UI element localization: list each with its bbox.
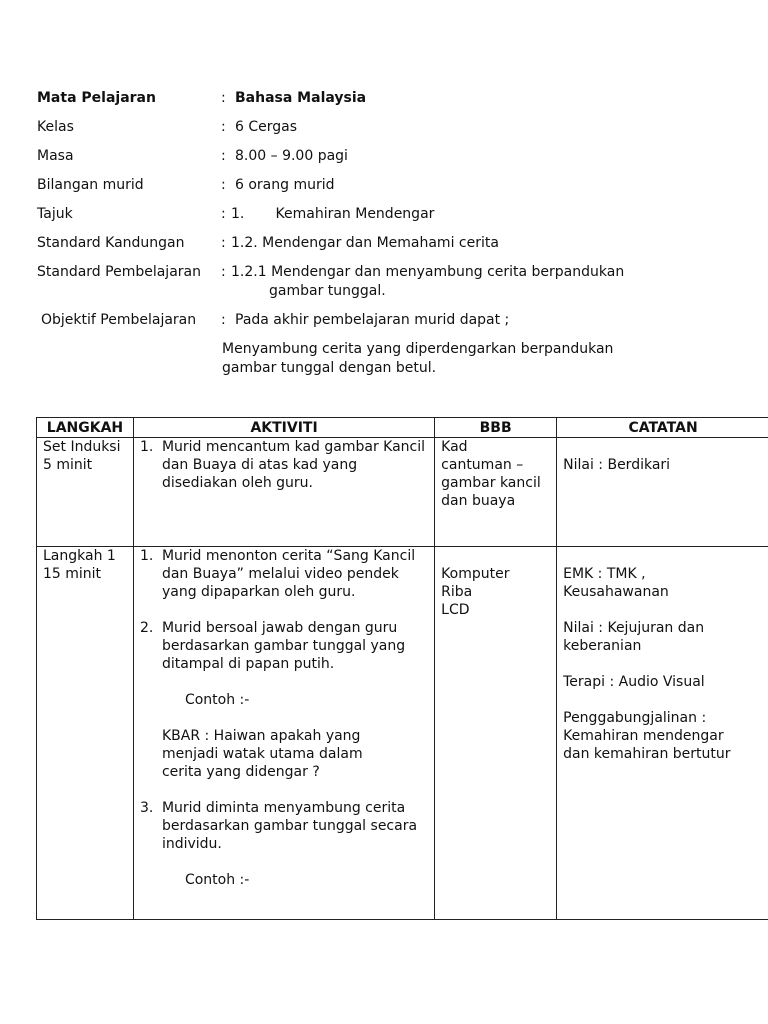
header-value: Bahasa Malaysia — [235, 90, 367, 106]
header-label: Mata Pelajaran — [37, 90, 156, 106]
notes-values: Nilai : Kejujuran dan keberanian — [563, 620, 705, 654]
objective-text: gambar tunggal dengan betul. — [222, 360, 437, 376]
notes-integration: Penggabungjalinan : Kemahiran mendengar dan kemahiran bertutur — [563, 710, 731, 762]
materials-item: Riba — [441, 584, 473, 600]
header-label: Bilangan murid — [37, 177, 144, 193]
header-label: Objektif Pembelajaran — [41, 312, 197, 328]
step-duration: 15 minit — [43, 566, 102, 582]
activity-item — [140, 799, 428, 853]
header-value: 6 Cergas — [235, 119, 298, 135]
notes-therapy: Terapi : Audio Visual — [563, 674, 705, 690]
col-header-langkah: LANGKAH — [37, 418, 134, 438]
cell-aktiviti — [133, 547, 434, 920]
example-label: Contoh :- — [184, 872, 250, 888]
activity-number: 2. — [139, 620, 154, 636]
cell-langkah — [37, 438, 134, 547]
header-value: 6 orang murid — [235, 177, 335, 193]
step-name: Langkah 1 — [43, 548, 116, 564]
activity-number: 1. — [139, 439, 154, 455]
cell-catatan — [557, 547, 768, 920]
header-value: Pada akhir pembelajaran murid dapat ; — [235, 312, 510, 328]
activity-text: Murid mencantum kad gambar Kancil dan Buaya di atas kad yang disediakan oleh guru. — [161, 439, 426, 491]
header-label: Standard Kandungan — [37, 235, 185, 251]
header-sep: : — [221, 148, 226, 164]
header-label: Tajuk — [37, 206, 73, 222]
cell-bbb — [435, 547, 557, 920]
notes-emk: EMK : TMK , Keusahawanan — [563, 566, 669, 600]
activity-number: 1. — [139, 548, 154, 564]
header-label: Kelas — [37, 119, 74, 135]
header-sep: : — [221, 264, 226, 280]
col-header-bbb: BBB — [435, 418, 557, 438]
activity-item — [140, 438, 428, 492]
notes-value: Nilai : Berdikari — [563, 457, 671, 473]
step-duration: 5 minit — [43, 457, 93, 473]
activity-text: Murid diminta menyambung cerita berdasarkan gambar tunggal secara individu. — [161, 800, 418, 852]
materials-item: LCD — [441, 602, 470, 618]
kbar-question: KBAR : Haiwan apakah yang menjadi watak utama dalam cerita yang didengar ? — [161, 728, 363, 780]
header-label: Standard Pembelajaran — [37, 264, 201, 280]
table-row — [37, 438, 768, 547]
cell-catatan — [557, 438, 768, 547]
materials-item: Komputer — [441, 566, 510, 582]
col-header-catatan: CATATAN — [557, 418, 768, 438]
example-label: Contoh :- — [184, 692, 250, 708]
activity-text: Murid bersoal jawab dengan guru berdasarkan gambar tunggal yang ditampal di papan putih. — [161, 620, 406, 672]
header-sep: : — [221, 177, 226, 193]
activity-number: 3. — [139, 800, 154, 816]
step-name: Set Induksi — [43, 439, 121, 455]
col-header-aktiviti: AKTIVITI — [133, 418, 434, 438]
header-sep: : — [221, 206, 226, 222]
materials-text: Kad cantuman – gambar kancil dan buaya — [441, 439, 541, 509]
header-sep: : — [221, 90, 226, 106]
header-value: 1.2.1 Mendengar dan menyambung cerita berpandukan — [231, 264, 625, 280]
header-sep: : — [221, 119, 226, 135]
header-value-continued: gambar tunggal. — [269, 283, 386, 299]
cell-langkah — [37, 547, 134, 920]
lesson-table — [36, 417, 768, 920]
activity-text: Murid menonton cerita “Sang Kancil dan Buaya” melalui video pendek yang dipaparkan oleh guru. — [161, 548, 416, 600]
header-label: Masa — [37, 148, 74, 164]
table-row — [37, 547, 768, 920]
cell-aktiviti — [133, 438, 434, 547]
activity-item — [140, 547, 428, 601]
table-header-row — [37, 418, 768, 438]
header-value: 8.00 – 9.00 pagi — [235, 148, 348, 164]
cell-bbb — [435, 438, 557, 547]
header-value: 1.2. Mendengar dan Memahami cerita — [231, 235, 499, 251]
header-value: 1. Kemahiran Mendengar — [231, 206, 435, 222]
objective-text: Menyambung cerita yang diperdengarkan berpandukan — [222, 341, 614, 357]
activity-item — [140, 619, 428, 673]
header-sep: : — [221, 312, 226, 328]
header-sep: : — [221, 235, 226, 251]
